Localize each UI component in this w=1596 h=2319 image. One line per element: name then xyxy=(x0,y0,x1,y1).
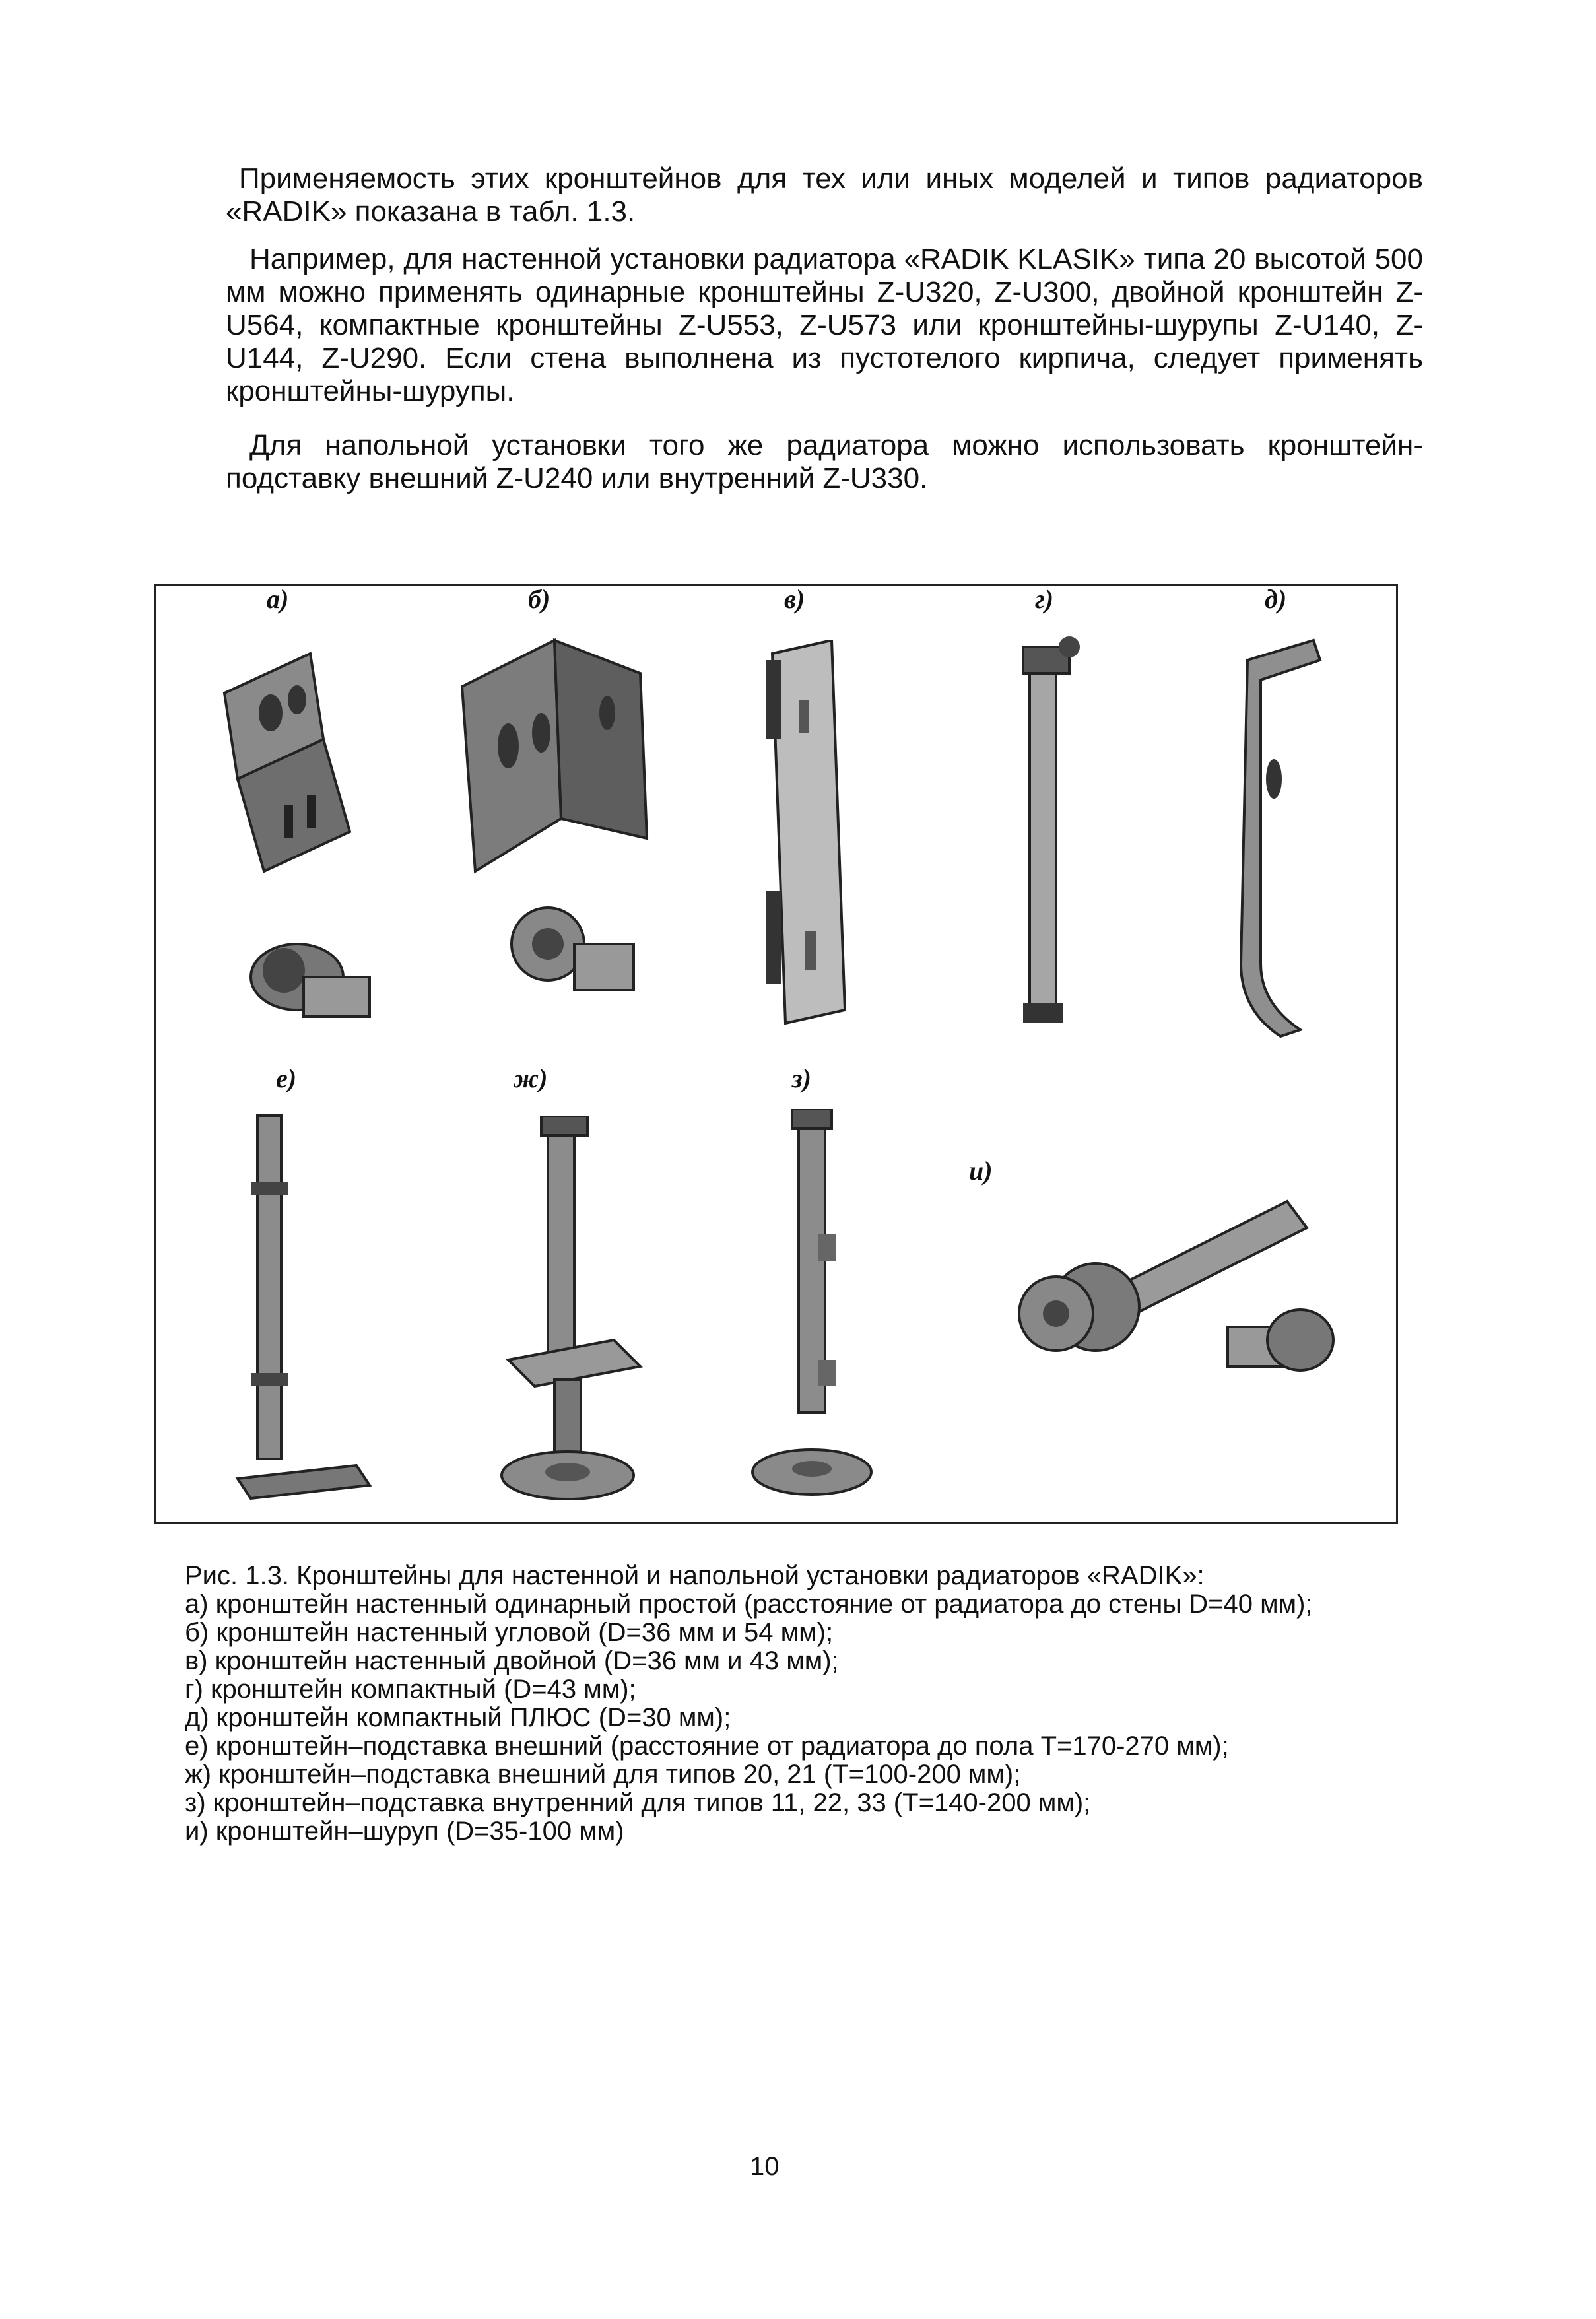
paragraph-3: Для напольной установки того же радиатора можно использовать кронштейн-подставку внешний Z-U240 или внутренний Z-U330. xyxy=(226,429,1423,494)
caption-item: е) кронштейн–подставка внешний (расстояние от радиатора до пола Т=170-270 мм); xyxy=(185,1731,1229,1761)
caption-item: и) кронштейн–шуруп (D=35-100 мм) xyxy=(185,1817,624,1846)
figure-label-b: б) xyxy=(528,584,550,614)
bracket-screw-i-illustration xyxy=(1010,1162,1380,1413)
caption-item: з) кронштейн–подставка внутренний для типов 11, 22, 33 (Т=140-200 мм); xyxy=(185,1788,1091,1817)
figure-label-z: з) xyxy=(792,1063,811,1093)
caption-item: ж) кронштейн–подставка внешний для типов 20, 21 (Т=100-200 мм); xyxy=(185,1760,1021,1789)
paragraph-2: Например, для настенной установки радиатора «RADIK KLASIK» типа 20 высотой 500 мм можно применять одинарные кронштейны Z-U320, Z-U300, двойной кронштейн Z-U564, компактные кронштейны Z-U553, Z-U573 или кронштейны-шурупы Z-U140, Z-U144, Z-U290. Если стена выполнена из пустотелого кирпича, следует применять кронштейны-шурупы. xyxy=(226,243,1423,407)
figure-label-a: а) xyxy=(267,584,289,614)
caption-item: д) кронштейн компактный ПЛЮС (D=30 мм); xyxy=(185,1703,731,1732)
caption-item: а) кронштейн настенный одинарный простой (расстояние от радиатора до стены D=40 мм); xyxy=(185,1590,1313,1619)
figure-label-g: г) xyxy=(1035,584,1054,614)
caption-item: б) кронштейн настенный угловой (D=36 мм и 54 мм); xyxy=(185,1618,834,1647)
bracket-a-illustration xyxy=(211,634,383,1043)
page-number: 10 xyxy=(750,2152,780,2181)
figure-label-v: в) xyxy=(784,584,805,614)
caption-item: г) кронштейн компактный (D=43 мм); xyxy=(185,1675,636,1704)
caption-title: Рис. 1.3. Кронштейны для настенной и напольной установки радиаторов «RADIK»: xyxy=(185,1561,1205,1590)
bracket-b-illustration xyxy=(449,634,660,1043)
stand-zh-illustration xyxy=(482,1116,667,1505)
figure-label-d: д) xyxy=(1265,584,1287,614)
bracket-d-illustration xyxy=(1221,634,1353,1043)
stand-e-illustration xyxy=(224,1109,383,1505)
figure-label-e: е) xyxy=(276,1063,297,1093)
caption-item: в) кронштейн настенный двойной (D=36 мм и 43 мм); xyxy=(185,1646,839,1675)
stand-z-illustration xyxy=(746,1109,904,1505)
figure-caption xyxy=(185,1562,1413,1846)
figure-label-zh: ж) xyxy=(514,1063,548,1093)
bracket-g-illustration xyxy=(997,634,1102,1043)
bracket-v-illustration xyxy=(752,640,871,1036)
paragraph-1: Применяемость этих кронштейнов для тех или иных моделей и типов радиаторов «RADIK» показана в табл. 1.3. xyxy=(226,162,1423,228)
figure-label-i: и) xyxy=(969,1156,993,1186)
